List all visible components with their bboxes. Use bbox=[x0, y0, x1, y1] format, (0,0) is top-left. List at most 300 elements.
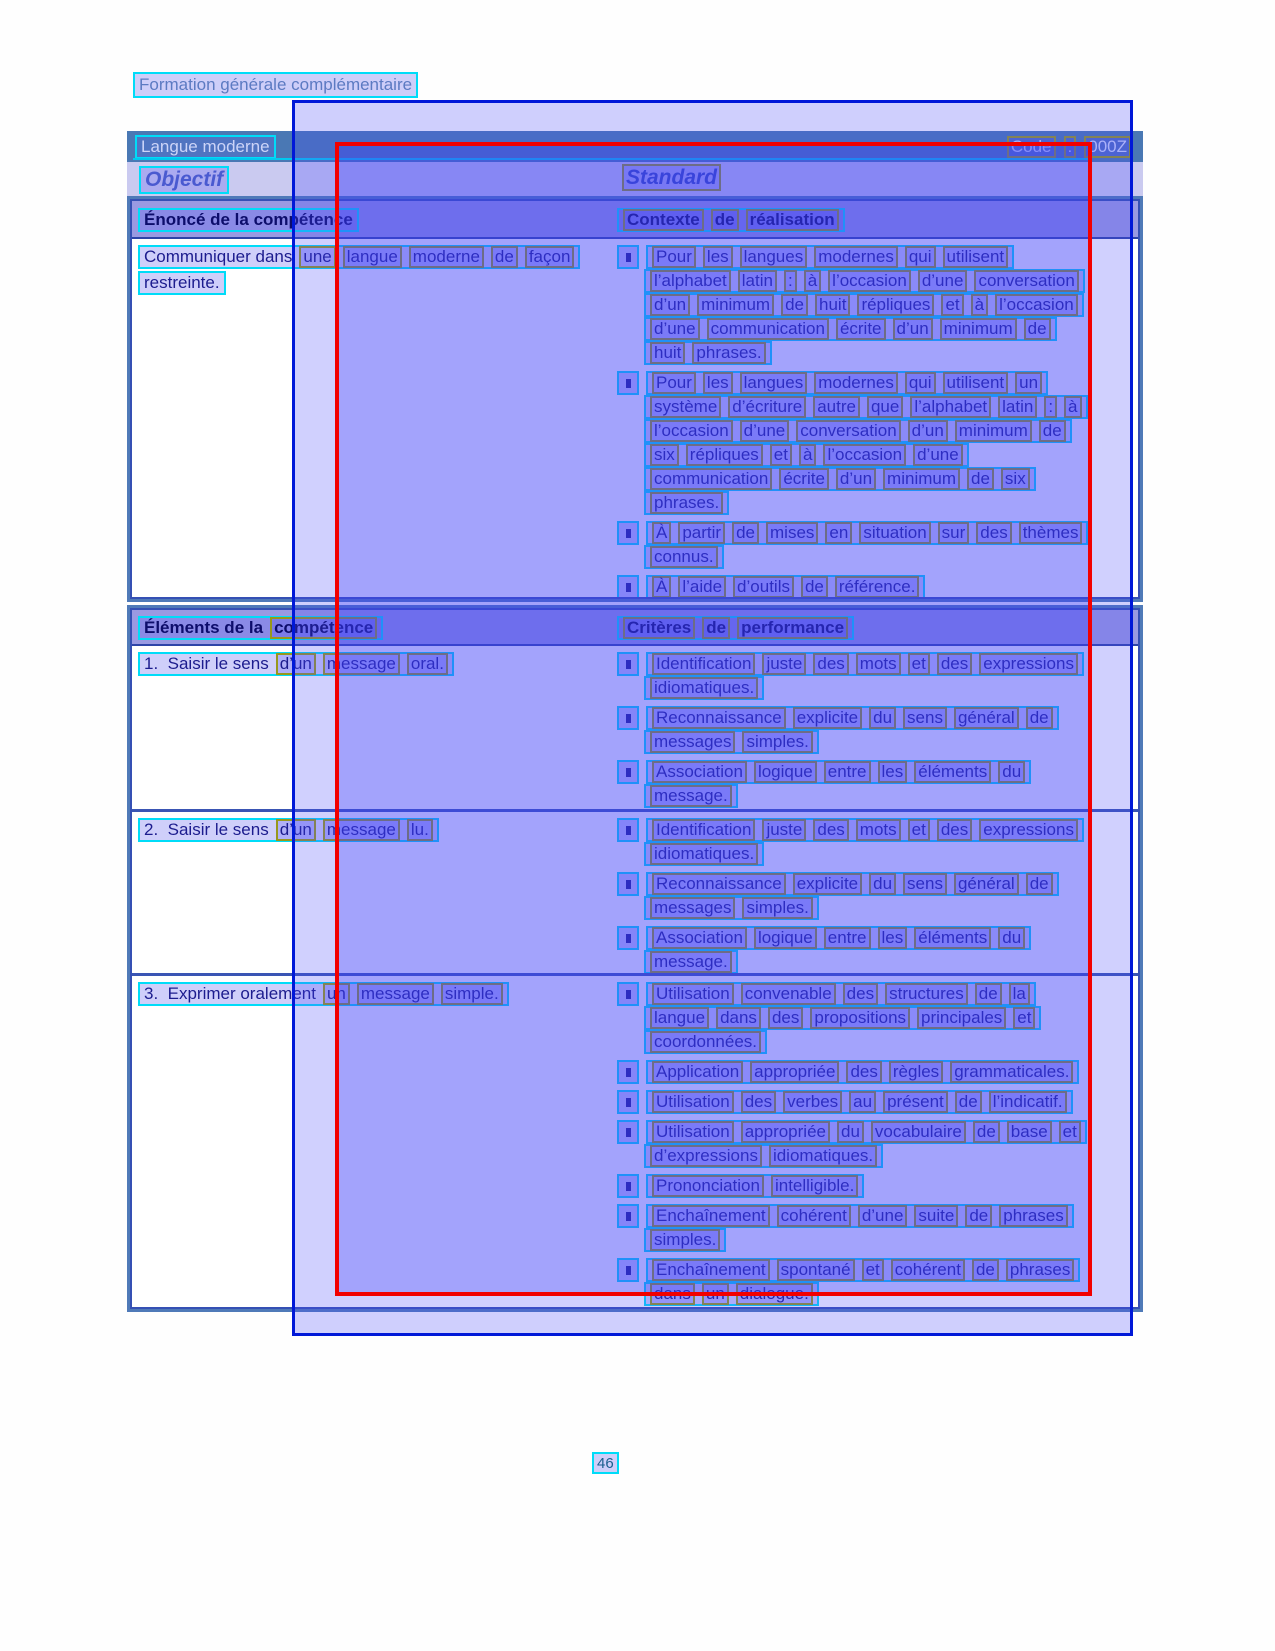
criterion-item bbox=[617, 371, 1118, 513]
bullet-glyph bbox=[626, 1182, 631, 1191]
ocr-word-box: entre bbox=[824, 927, 871, 949]
ocr-baseline-rule bbox=[133, 158, 1090, 160]
ocr-word-box: l’occasion bbox=[828, 270, 911, 292]
ocr-word-box: message. bbox=[650, 785, 732, 807]
ocr-word-box: à bbox=[971, 294, 988, 316]
ocr-line-box bbox=[644, 784, 738, 808]
ocr-word-box: minimum bbox=[697, 294, 774, 316]
ocr-word-box: et bbox=[1059, 1121, 1081, 1143]
criterion-item bbox=[617, 1174, 1118, 1196]
ocr-line-box bbox=[644, 317, 1057, 341]
ocr-word-box: système bbox=[650, 396, 721, 418]
ocr-line-box bbox=[138, 616, 383, 640]
code-label: Code bbox=[1007, 136, 1056, 158]
text-segment: restreinte. bbox=[144, 273, 220, 292]
ocr-word-box: l’alphabet bbox=[910, 396, 991, 418]
ocr-word-box: d’un bbox=[893, 318, 933, 340]
ocr-word-box: utilisent bbox=[943, 372, 1009, 394]
ocr-word-box: conversation bbox=[974, 270, 1078, 292]
performance-criteria-cell bbox=[613, 976, 1118, 1312]
ocr-word-box: dans bbox=[716, 1007, 761, 1029]
ocr-word-box: et bbox=[1013, 1007, 1035, 1029]
performance-criteria-cell bbox=[613, 646, 1118, 809]
ocr-word-box: huit bbox=[650, 342, 685, 364]
ocr-word-box: des bbox=[937, 653, 972, 675]
text-line bbox=[644, 784, 1118, 806]
ocr-word-box: dans bbox=[650, 1283, 695, 1305]
ocr-line-box bbox=[646, 1174, 864, 1198]
bullet-line bbox=[617, 818, 1118, 840]
ocr-line-box bbox=[646, 245, 1014, 269]
ocr-word-box: langues bbox=[740, 246, 808, 268]
criterion-item bbox=[617, 1090, 1118, 1112]
ocr-word-box: partir bbox=[678, 522, 725, 544]
text-line bbox=[644, 950, 1118, 972]
ocr-word-box: façon bbox=[525, 246, 575, 268]
ocr-word-box: Contexte bbox=[623, 209, 704, 231]
ocr-word-box: communication bbox=[707, 318, 829, 340]
ocr-word-box: Prononciation bbox=[652, 1175, 764, 1197]
ocr-line-box bbox=[646, 1204, 1074, 1228]
bullet-icon bbox=[617, 706, 639, 730]
ocr-line-box bbox=[592, 1452, 619, 1474]
ocr-line-box bbox=[644, 1228, 726, 1252]
code-value: 000Z bbox=[1084, 136, 1131, 158]
text-line bbox=[644, 896, 1118, 918]
ocr-word-box: structures bbox=[885, 983, 968, 1005]
ocr-word-box: messages bbox=[650, 731, 735, 753]
ocr-word-box: langue bbox=[650, 1007, 709, 1029]
table1-header-row bbox=[132, 201, 1138, 239]
ocr-word-box: de bbox=[801, 576, 828, 597]
bullet-line bbox=[617, 1174, 1118, 1196]
bullet-line bbox=[617, 371, 1118, 393]
ocr-word-box: une bbox=[299, 246, 335, 268]
ocr-word-box: Pour bbox=[652, 246, 696, 268]
bullet-glyph bbox=[626, 826, 631, 835]
ocr-word-box: règles bbox=[889, 1061, 943, 1083]
element-row bbox=[132, 646, 1138, 809]
criterion-item bbox=[617, 818, 1118, 864]
ocr-word-box: principales bbox=[917, 1007, 1006, 1029]
text-segment: 2. Saisir le sens bbox=[144, 820, 269, 839]
course-title: Langue moderne bbox=[141, 136, 270, 156]
page-number: 46 bbox=[597, 1454, 614, 1472]
ocr-line-box bbox=[138, 271, 226, 295]
ocr-word-box: de bbox=[1026, 707, 1053, 729]
ocr-word-box: du bbox=[998, 761, 1025, 783]
ocr-word-box: des bbox=[843, 983, 878, 1005]
ocr-word-box: qui bbox=[905, 372, 936, 394]
bullet-icon bbox=[617, 1258, 639, 1282]
ocr-line-box bbox=[644, 1144, 883, 1168]
ocr-line-box bbox=[646, 706, 1059, 730]
ocr-word-box: base bbox=[1007, 1121, 1052, 1143]
ocr-line-box bbox=[644, 896, 819, 920]
ocr-word-box: qui bbox=[905, 246, 936, 268]
ocr-line-box bbox=[644, 443, 969, 467]
text-segment: Communiquer dans bbox=[144, 247, 293, 266]
ocr-word-box: phrases bbox=[1006, 1259, 1074, 1281]
criterion-item bbox=[617, 872, 1118, 918]
criterion-item bbox=[617, 926, 1118, 972]
ocr-word-box: À bbox=[652, 576, 671, 597]
text-line bbox=[644, 676, 1118, 698]
ocr-word-box: latin bbox=[738, 270, 777, 292]
ocr-line-box bbox=[646, 872, 1059, 896]
standard-heading bbox=[622, 166, 721, 190]
ocr-word-box: de bbox=[702, 617, 730, 639]
text-line bbox=[644, 545, 1118, 567]
ocr-line-box bbox=[133, 72, 418, 98]
ocr-line-box bbox=[646, 652, 1084, 676]
section-band bbox=[127, 162, 1143, 196]
text-line bbox=[644, 317, 1118, 339]
ocr-word-box: propositions bbox=[810, 1007, 910, 1029]
ocr-word-box: et bbox=[941, 294, 963, 316]
ocr-line-box bbox=[646, 926, 1031, 950]
course-code-group bbox=[1007, 138, 1131, 156]
ocr-word-box: à bbox=[1064, 396, 1081, 418]
ocr-word-box: l’aide bbox=[678, 576, 726, 597]
ocr-line-box bbox=[644, 1030, 767, 1054]
standard-label: Standard bbox=[622, 164, 721, 191]
ocr-word-box: message bbox=[357, 983, 434, 1005]
ocr-word-box: lu. bbox=[407, 819, 433, 841]
text-line bbox=[644, 395, 1118, 417]
ocr-word-box: phrases bbox=[999, 1205, 1067, 1227]
ocr-word-box: d’un bbox=[276, 819, 316, 841]
ocr-word-box: de bbox=[955, 1091, 982, 1113]
ocr-word-box: compétence bbox=[270, 617, 377, 639]
code-separator: : bbox=[1064, 136, 1077, 158]
ocr-word-box: de bbox=[491, 246, 518, 268]
header-elements-competence bbox=[132, 614, 613, 640]
ocr-word-box: oral. bbox=[407, 653, 448, 675]
ocr-word-box: utilisent bbox=[943, 246, 1009, 268]
ocr-line-box bbox=[644, 1006, 1041, 1030]
ocr-word-box: cohérent bbox=[891, 1259, 965, 1281]
bullet-glyph bbox=[626, 529, 631, 538]
ocr-line-box bbox=[646, 371, 1048, 395]
text-line bbox=[644, 467, 1118, 489]
ocr-line-box bbox=[646, 760, 1031, 784]
bullet-glyph bbox=[626, 583, 631, 592]
text-segment: Énoncé de la compétence bbox=[144, 210, 353, 229]
ocr-word-box: modernes bbox=[814, 372, 898, 394]
ocr-word-box: logique bbox=[754, 927, 817, 949]
criterion-item bbox=[617, 760, 1118, 806]
ocr-word-box: Identification bbox=[652, 819, 755, 841]
bullet-icon bbox=[617, 818, 639, 842]
ocr-word-box: juste bbox=[762, 653, 806, 675]
criterion-item bbox=[617, 1120, 1118, 1166]
ocr-word-box: phrases. bbox=[650, 492, 723, 514]
ocr-word-box: des bbox=[813, 819, 848, 841]
bullet-line bbox=[617, 1060, 1118, 1082]
ocr-line-box bbox=[644, 269, 1085, 293]
ocr-line-box bbox=[617, 616, 854, 640]
criterion-item bbox=[617, 521, 1118, 567]
ocr-word-box: Utilisation bbox=[652, 983, 734, 1005]
ocr-word-box: conversation bbox=[796, 420, 900, 442]
ocr-word-box: d’un bbox=[650, 294, 690, 316]
bullet-line bbox=[617, 652, 1118, 674]
ocr-word-box: Association bbox=[652, 761, 747, 783]
ocr-word-box: et bbox=[908, 653, 930, 675]
ocr-word-box: suite bbox=[914, 1205, 958, 1227]
ocr-word-box: Utilisation bbox=[652, 1091, 734, 1113]
bullet-icon bbox=[617, 1090, 639, 1114]
text-line bbox=[644, 269, 1118, 291]
criterion-item bbox=[617, 982, 1118, 1052]
ocr-word-box: Application bbox=[652, 1061, 743, 1083]
ocr-word-box: des bbox=[813, 653, 848, 675]
text-line bbox=[138, 271, 613, 295]
ocr-word-box: les bbox=[703, 372, 733, 394]
ocr-word-box: d’un bbox=[908, 420, 948, 442]
element-label-cell bbox=[132, 976, 613, 1312]
ocr-word-box: explicite bbox=[793, 707, 862, 729]
ocr-line-box bbox=[644, 730, 819, 754]
bullet-line bbox=[617, 245, 1118, 267]
ocr-line-box bbox=[646, 982, 1036, 1006]
ocr-line-box bbox=[138, 652, 454, 676]
bullet-glyph bbox=[626, 1068, 631, 1077]
realisation-context-cell bbox=[613, 239, 1118, 597]
ocr-line-box bbox=[646, 1090, 1073, 1114]
ocr-word-box: entre bbox=[824, 761, 871, 783]
ocr-word-box: langues bbox=[740, 372, 808, 394]
ocr-word-box: et bbox=[862, 1259, 884, 1281]
ocr-word-box: l’indicatif. bbox=[989, 1091, 1067, 1113]
ocr-line-box bbox=[644, 950, 738, 973]
ocr-word-box: message bbox=[323, 653, 400, 675]
competency-statement-table bbox=[127, 196, 1143, 602]
ocr-word-box: : bbox=[1044, 396, 1057, 418]
ocr-word-box: d’une bbox=[650, 318, 700, 340]
bullet-glyph bbox=[626, 379, 631, 388]
criterion-item bbox=[617, 1258, 1118, 1304]
ocr-line-box bbox=[646, 818, 1084, 842]
bullet-line bbox=[617, 872, 1118, 894]
ocr-word-box: simples. bbox=[742, 731, 812, 753]
ocr-word-box: modernes bbox=[814, 246, 898, 268]
ocr-word-box: minimum bbox=[883, 468, 960, 490]
text-line bbox=[644, 1228, 1118, 1250]
ocr-line-box bbox=[644, 341, 772, 365]
table2-header-row bbox=[132, 610, 1138, 646]
ocr-word-box: expressions bbox=[979, 819, 1078, 841]
ocr-word-box: d’un bbox=[836, 468, 876, 490]
table-inner-border bbox=[130, 608, 1140, 1309]
ocr-word-box: que bbox=[867, 396, 903, 418]
bullet-icon bbox=[617, 1174, 639, 1198]
ocr-word-box: spontané bbox=[777, 1259, 855, 1281]
text-line bbox=[138, 652, 613, 676]
table-inner-border bbox=[130, 199, 1140, 599]
ocr-word-box: appropriée bbox=[741, 1121, 830, 1143]
ocr-line-box bbox=[617, 208, 845, 232]
ocr-line-box bbox=[138, 245, 580, 269]
ocr-word-box: d’une bbox=[858, 1205, 908, 1227]
ocr-word-box: grammaticales. bbox=[950, 1061, 1073, 1083]
ocr-word-box: messages bbox=[650, 897, 735, 919]
text-line bbox=[644, 730, 1118, 752]
ocr-word-box: thèmes bbox=[1019, 522, 1083, 544]
text-line bbox=[644, 491, 1118, 513]
text-line bbox=[644, 1282, 1118, 1304]
element-label-cell bbox=[132, 646, 613, 809]
bullet-line bbox=[617, 1090, 1118, 1112]
ocr-word-box: : bbox=[784, 270, 797, 292]
ocr-word-box: de bbox=[967, 468, 994, 490]
ocr-word-box: sur bbox=[938, 522, 970, 544]
header-enonce-competence bbox=[132, 206, 613, 232]
text-line bbox=[644, 842, 1118, 864]
ocr-line-box bbox=[644, 395, 1088, 419]
text-line bbox=[644, 419, 1118, 441]
bullet-glyph bbox=[626, 990, 631, 999]
ocr-word-box: idiomatiques. bbox=[650, 677, 758, 699]
ocr-line-box bbox=[644, 467, 1036, 491]
ocr-line-box bbox=[644, 293, 1084, 317]
ocr-word-box: sens bbox=[903, 873, 947, 895]
ocr-word-box: simple. bbox=[441, 983, 503, 1005]
ocr-line-box bbox=[644, 545, 724, 569]
text-line bbox=[644, 1006, 1118, 1028]
objectif-label: Objectif bbox=[145, 168, 224, 191]
table1-body-row bbox=[132, 239, 1138, 597]
ocr-word-box: Association bbox=[652, 927, 747, 949]
ocr-word-box: des bbox=[741, 1091, 776, 1113]
text-line bbox=[644, 1030, 1118, 1052]
bullet-line bbox=[617, 1120, 1118, 1142]
ocr-word-box: Pour bbox=[652, 372, 696, 394]
bullet-glyph bbox=[626, 1212, 631, 1221]
ocr-word-box: connus. bbox=[650, 546, 718, 568]
bullet-line bbox=[617, 575, 1118, 597]
ocr-word-box: langue bbox=[343, 246, 402, 268]
bullet-line bbox=[617, 982, 1118, 1004]
text-line bbox=[644, 1144, 1118, 1166]
text-segment: 1. Saisir le sens bbox=[144, 654, 269, 673]
bullet-line bbox=[617, 1258, 1118, 1280]
text-segment: Éléments de la bbox=[144, 618, 264, 637]
text-line bbox=[138, 245, 613, 269]
ocr-word-box: la bbox=[1009, 983, 1030, 1005]
ocr-word-box: explicite bbox=[793, 873, 862, 895]
ocr-word-box: de bbox=[1039, 420, 1066, 442]
ocr-word-box: message. bbox=[650, 951, 732, 973]
ocr-word-box: mises bbox=[766, 522, 818, 544]
ocr-word-box: minimum bbox=[955, 420, 1032, 442]
ocr-word-box: au bbox=[849, 1091, 876, 1113]
ocr-word-box: Utilisation bbox=[652, 1121, 734, 1143]
ocr-word-box: coordonnées. bbox=[650, 1031, 761, 1053]
ocr-word-box: mots bbox=[856, 653, 901, 675]
text-line bbox=[644, 293, 1118, 315]
document-header bbox=[133, 72, 418, 98]
ocr-word-box: écrite bbox=[836, 318, 886, 340]
element-row bbox=[132, 973, 1138, 1312]
ocr-word-box: des bbox=[976, 522, 1011, 544]
ocr-word-box: autre bbox=[813, 396, 860, 418]
competency-elements-table bbox=[127, 605, 1143, 1312]
ocr-word-box: présent bbox=[883, 1091, 948, 1113]
ocr-word-box: sens bbox=[903, 707, 947, 729]
ocr-line-box bbox=[135, 135, 276, 159]
ocr-line-box bbox=[644, 1282, 819, 1306]
ocr-word-box: convenable bbox=[741, 983, 836, 1005]
ocr-word-box: mots bbox=[856, 819, 901, 841]
ocr-word-box: Critères bbox=[623, 617, 695, 639]
header-contexte-realisation bbox=[613, 206, 1118, 232]
ocr-word-box: Reconnaissance bbox=[652, 873, 786, 895]
text-line bbox=[644, 341, 1118, 363]
bullet-line bbox=[617, 521, 1118, 543]
ocr-word-box: de bbox=[965, 1205, 992, 1227]
text-line bbox=[644, 443, 1118, 465]
ocr-word-box: des bbox=[768, 1007, 803, 1029]
ocr-word-box: logique bbox=[754, 761, 817, 783]
bullet-glyph bbox=[626, 1266, 631, 1275]
ocr-word-box: simples. bbox=[650, 1229, 720, 1251]
ocr-word-box: minimum bbox=[940, 318, 1017, 340]
performance-criteria-cell bbox=[613, 812, 1118, 973]
bullet-icon bbox=[617, 575, 639, 597]
bullet-glyph bbox=[626, 1098, 631, 1107]
ocr-word-box: d’un bbox=[276, 653, 316, 675]
ocr-word-box: six bbox=[1001, 468, 1030, 490]
ocr-word-box: Identification bbox=[652, 653, 755, 675]
ocr-word-box: situation bbox=[859, 522, 930, 544]
element-row bbox=[132, 809, 1138, 973]
bullet-icon bbox=[617, 1060, 639, 1084]
ocr-word-box: performance bbox=[737, 617, 848, 639]
bullet-glyph bbox=[626, 768, 631, 777]
ocr-line-box bbox=[644, 676, 764, 700]
text-line bbox=[138, 818, 613, 842]
ocr-word-box: Reconnaissance bbox=[652, 707, 786, 729]
criterion-item bbox=[617, 706, 1118, 752]
bullet-icon bbox=[617, 245, 639, 269]
ocr-word-box: répliques bbox=[857, 294, 934, 316]
ocr-word-box: répliques bbox=[686, 444, 763, 466]
ocr-word-box: latin bbox=[998, 396, 1037, 418]
header-criteres-performance bbox=[613, 614, 1118, 640]
ocr-word-box: intelligible. bbox=[771, 1175, 858, 1197]
bullet-glyph bbox=[626, 934, 631, 943]
ocr-word-box: général bbox=[954, 873, 1019, 895]
ocr-word-box: de bbox=[732, 522, 759, 544]
ocr-word-box: l’alphabet bbox=[650, 270, 731, 292]
bullet-icon bbox=[617, 1120, 639, 1144]
ocr-word-box: de bbox=[711, 209, 739, 231]
ocr-word-box: du bbox=[837, 1121, 864, 1143]
criterion-item bbox=[617, 652, 1118, 698]
bullet-line bbox=[617, 760, 1118, 782]
ocr-word-box: expressions bbox=[979, 653, 1078, 675]
ocr-word-box: des bbox=[937, 819, 972, 841]
text-line bbox=[138, 982, 613, 1006]
ocr-word-box: de bbox=[973, 1121, 1000, 1143]
ocr-word-box: les bbox=[878, 927, 908, 949]
bullet-glyph bbox=[626, 253, 631, 262]
ocr-line-box bbox=[644, 419, 1072, 443]
ocr-word-box: et bbox=[770, 444, 792, 466]
bullet-line bbox=[617, 1204, 1118, 1226]
